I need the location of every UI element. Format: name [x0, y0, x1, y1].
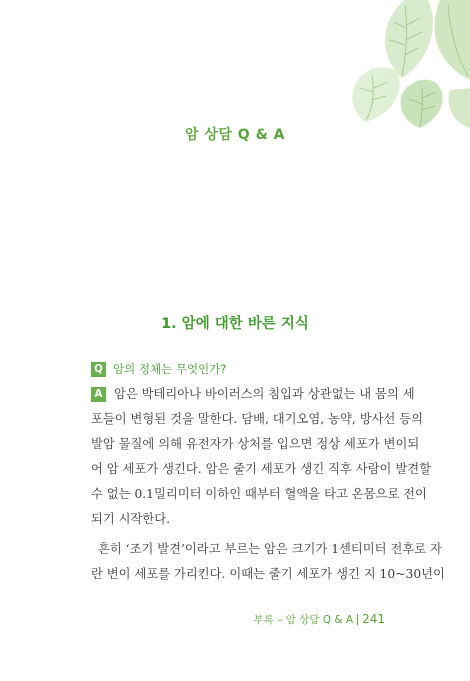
answer-line: 되기 시작한다.: [91, 512, 171, 526]
answer-line: 수 없는 0.1밀리미터 이하인 때부터 혈액을 타고 온몸으로 전이: [91, 487, 427, 501]
body-line: 흔히 ‘조기 발견’이라고 부르는 암은 크기가 1센티미터 전후로 자: [98, 542, 442, 556]
q-badge: Q: [91, 362, 106, 377]
page-number: 241: [362, 612, 385, 626]
leaf-illustration: [310, 0, 470, 130]
answer-line: 암은 박테리아나 바이러스의 침입과 상관없는 내 몸의 세: [114, 387, 415, 401]
a-badge: A: [91, 387, 106, 402]
question-text: 암의 정체는 무엇인가?: [113, 362, 227, 376]
answer-line: 어 암 세포가 생긴다. 암은 줄기 세포가 생긴 직후 사람이 발견할: [91, 462, 431, 476]
footer-label: 부록 – 암 상담 Q & A: [253, 613, 354, 626]
body-line: 란 변이 세포를 가리킨다. 이때는 줄기 세포가 생긴 지 10~30년이: [91, 567, 445, 581]
footer-divider: [357, 614, 358, 625]
answer-line: 포들이 변형된 것을 말한다. 담배, 대기오염, 농약, 방사선 등의: [91, 412, 423, 426]
question-row: [91, 361, 226, 377]
appendix-title: 암 상담 Q & A: [184, 127, 285, 143]
answer-line: 발암 물질에 의해 유전자가 상처를 입으면 정상 세포가 변이되: [91, 437, 420, 451]
section-title: 1. 암에 대한 바른 지식: [161, 316, 309, 332]
page-footer: [253, 612, 385, 626]
